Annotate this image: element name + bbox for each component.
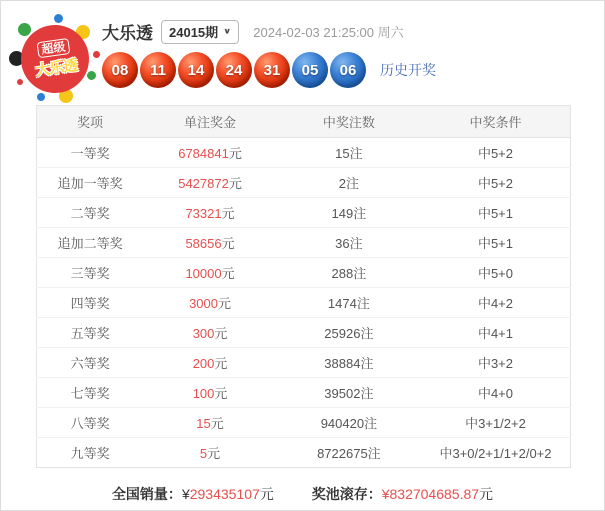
prize-amount-value: 200 (192, 356, 215, 371)
table-row (37, 348, 571, 378)
issue-dropdown-value: 24015期 (169, 25, 219, 40)
prize-tier-name: 七等奖 (37, 378, 144, 408)
pool-currency-sign: ¥ (381, 486, 390, 502)
table-row (37, 138, 571, 168)
lottery-ball-31: 31 (254, 52, 290, 88)
prize-tier-name: 八等奖 (37, 408, 144, 438)
prize-amount-unit: 元 (210, 416, 224, 431)
winner-count: 149注 (277, 198, 421, 228)
winning-condition: 中5+2 (477, 146, 514, 161)
prize-amount-unit: 元 (214, 386, 228, 401)
logo-text-top: 超级 (36, 38, 70, 58)
winning-condition: 中3+2 (421, 348, 571, 378)
prize-tier-name: 一等奖 (70, 146, 110, 161)
issue-dropdown[interactable] (161, 20, 239, 44)
winner-count: 15注 (335, 146, 363, 161)
prize-amount-value: 100 (192, 386, 215, 401)
winning-condition: 中4+2 (421, 288, 571, 318)
lottery-ball-06: 06 (330, 52, 366, 88)
pool-unit: 元 (479, 486, 494, 502)
prize-amount (143, 258, 277, 288)
history-draws-link[interactable]: 历史开奖 (380, 62, 436, 78)
winning-condition: 中5+1 (421, 228, 571, 258)
prize-tier-name: 追加一等奖 (37, 168, 144, 198)
sales-currency-sign: ¥ (181, 486, 190, 502)
lottery-ball-14: 14 (178, 52, 214, 88)
prize-amount-unit: 元 (228, 146, 242, 161)
winning-condition: 中5+2 (421, 168, 571, 198)
prize-amount-value: 300 (192, 326, 215, 341)
lottery-ball-08: 08 (102, 52, 138, 88)
prize-amount-unit: 元 (228, 176, 242, 191)
prize-amount (143, 318, 277, 348)
table-row (37, 288, 571, 318)
prize-amount-value: 10000 (185, 266, 222, 281)
prize-tier-name: 五等奖 (37, 318, 144, 348)
title-row (102, 19, 404, 44)
header (1, 1, 604, 105)
prize-table (36, 105, 571, 468)
prize-amount-unit: 元 (214, 326, 228, 341)
column-header: 中奖条件 (421, 106, 571, 138)
prize-amount (143, 168, 277, 198)
prize-table-body (37, 138, 571, 468)
prize-amount-unit: 元 (218, 296, 232, 311)
column-header: 单注奖金 (143, 106, 277, 138)
prize-pool-label: 奖池滚存： (311, 486, 382, 502)
table-row (37, 258, 571, 288)
prize-amount (143, 408, 277, 438)
prize-pool-value: 832704685.87 (389, 486, 480, 502)
prize-amount (143, 288, 277, 318)
prize-tier-name: 三等奖 (37, 258, 144, 288)
page-title: 大乐透 (102, 24, 153, 43)
logo-dot (87, 71, 96, 80)
summary-footer (1, 484, 604, 504)
prize-amount (143, 378, 277, 408)
prize-tier-name: 追加二等奖 (37, 228, 144, 258)
prize-amount (143, 198, 277, 228)
winner-count: 1474注 (277, 288, 421, 318)
winning-condition: 中4+0 (421, 378, 571, 408)
table-row (37, 318, 571, 348)
winning-condition: 中5+1 (421, 198, 571, 228)
table-row (37, 198, 571, 228)
prize-amount (143, 138, 277, 168)
prize-amount-value: 73321 (185, 206, 222, 221)
prize-amount-value: 6784841 (178, 146, 229, 161)
chevron-down-icon: ∨ (223, 27, 232, 36)
logo-dot (54, 14, 63, 23)
lottery-ball-24: 24 (216, 52, 252, 88)
prize-tier-name: 九等奖 (37, 438, 144, 468)
table-row (37, 168, 571, 198)
sales-unit: 元 (259, 486, 274, 502)
logo-dot (93, 51, 100, 58)
prize-amount (143, 228, 277, 258)
prize-amount-value: 58656 (185, 236, 222, 251)
winner-count: 288注 (277, 258, 421, 288)
prize-amount-unit: 元 (221, 236, 235, 251)
prize-pool (312, 486, 493, 502)
balls-container (102, 52, 368, 88)
prize-table-head (37, 106, 571, 138)
winner-count: 39502注 (277, 378, 421, 408)
winner-count: 36注 (277, 228, 421, 258)
prize-amount-unit: 元 (221, 266, 235, 281)
prize-amount-unit: 元 (221, 206, 235, 221)
prize-amount-value: 5 (199, 446, 208, 461)
prize-amount-unit: 元 (214, 356, 228, 371)
national-sales-label: 全国销量： (111, 486, 182, 502)
table-row (37, 438, 571, 468)
prize-amount-unit: 元 (207, 446, 221, 461)
column-header: 奖项 (37, 106, 144, 138)
lottery-ball-11: 11 (140, 52, 176, 88)
drawn-numbers-row (102, 52, 436, 88)
winning-condition: 中5+0 (421, 258, 571, 288)
table-header-row (37, 106, 571, 138)
winner-count: 25926注 (277, 318, 421, 348)
prize-amount-value: 5427872 (178, 176, 229, 191)
national-sales (112, 486, 278, 502)
prize-tier-name: 六等奖 (37, 348, 144, 378)
prize-amount (143, 438, 277, 468)
national-sales-value: 293435107 (189, 486, 260, 502)
lottery-ball-05: 05 (292, 52, 328, 88)
logo-dot (37, 93, 45, 101)
prize-tier-name: 四等奖 (37, 288, 144, 318)
logo-text-bottom: 大乐透 (34, 57, 79, 80)
draw-timestamp: 2024-02-03 21:25:00 周六 (253, 25, 404, 40)
winning-condition: 中3+0/2+1/1+2/0+2 (421, 438, 571, 468)
super-lotto-logo (9, 13, 101, 105)
logo-dot (18, 23, 31, 36)
prize-amount-value: 15 (196, 416, 211, 431)
prize-tier-name: 二等奖 (37, 198, 144, 228)
winner-count: 940420注 (277, 408, 421, 438)
winning-condition: 中4+1 (421, 318, 571, 348)
winner-count: 2注 (277, 168, 421, 198)
column-header: 中奖注数 (277, 106, 421, 138)
winner-count: 38884注 (277, 348, 421, 378)
table-row (37, 408, 571, 438)
logo-dot (17, 79, 23, 85)
table-row (37, 228, 571, 258)
prize-amount-value: 3000 (189, 296, 218, 311)
table-row (37, 378, 571, 408)
winning-condition: 中3+1/2+2 (421, 408, 571, 438)
winner-count: 8722675注 (277, 438, 421, 468)
prize-amount (143, 348, 277, 378)
